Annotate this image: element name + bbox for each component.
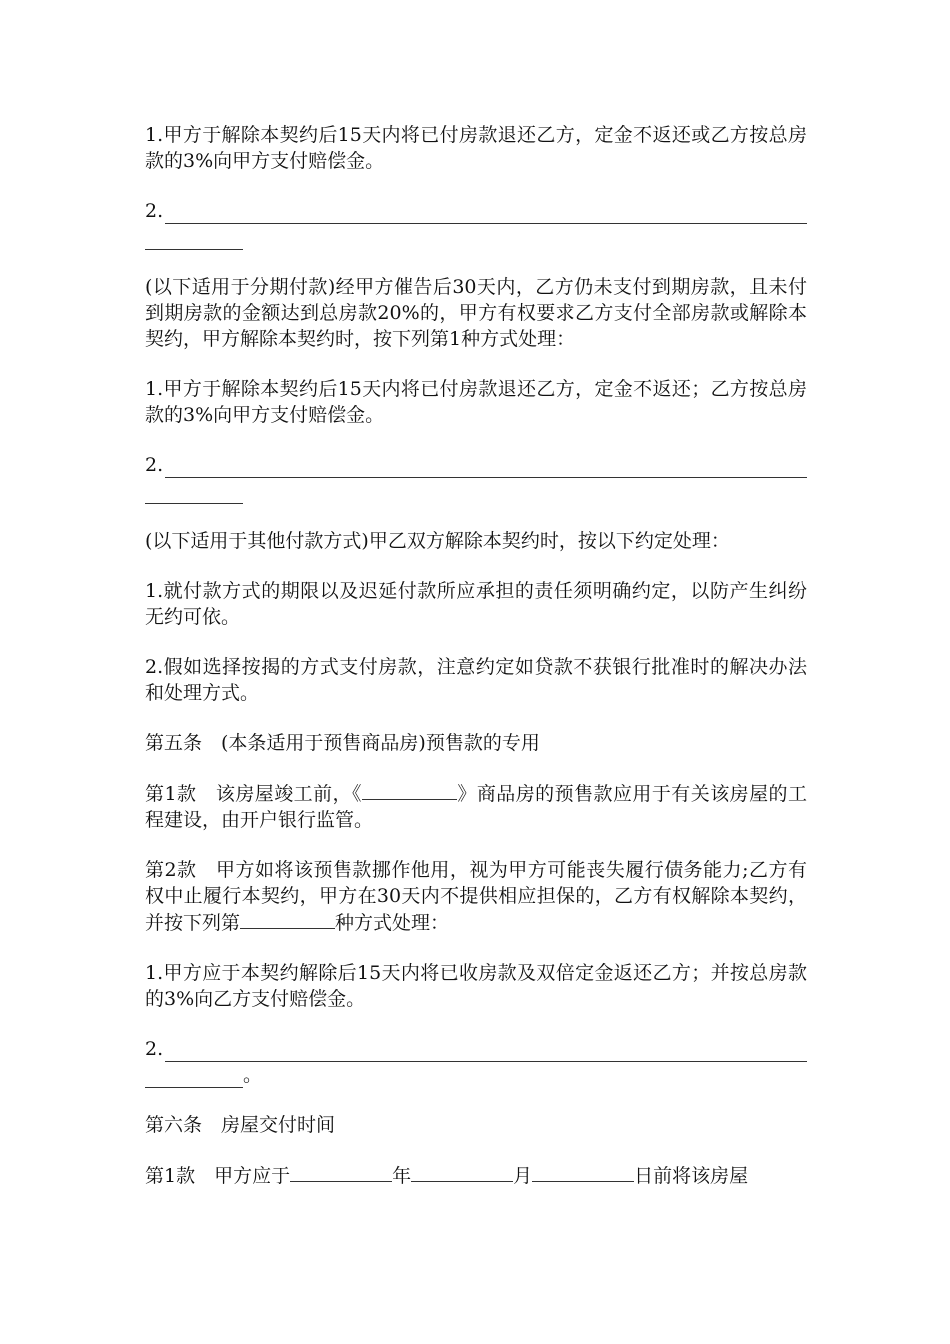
clause-installment: (以下适用于分期付款)经甲方催告后30天内，乙方仍未支付到期房款，且未付到期房款的金额达到总房款20%的，甲方有权要求乙方支付全部房款或解除本契约，甲方解除本契约时，按下列第1种方式处理： [145, 276, 807, 350]
clause-refund-3: 1.甲方应于本契约解除后15天内将已收房款及双倍定金返还乙方；并按总房款的3%向乙方支付赔偿金。 [145, 962, 807, 1010]
clause-refund-2: 1.甲方于解除本契约后15天内将已付房款退还乙方，定金不返还；乙方按总房款的3%向甲方支付赔偿金。 [145, 378, 807, 426]
fill-in-line [165, 459, 807, 478]
period: 。 [243, 1064, 263, 1086]
article-6-clause-1: 第1款 甲方应于 年 月 日前将该房屋 [145, 1162, 807, 1189]
fill-in-line [240, 909, 335, 929]
clause-note-1: 1.就付款方式的期限以及迟延付款所应承担的责任须明确约定，以防产生纠纷无约可依。 [145, 580, 807, 628]
fill-in-line [145, 231, 243, 250]
fill-in-line-day [532, 1162, 634, 1182]
blank-clause-2a [145, 198, 807, 250]
clause-number: 2. [145, 1038, 164, 1060]
fill-in-line [145, 1069, 243, 1088]
article-5-clause-2: 第2款 甲方如将该预售款挪作他用，视为甲方可能丧失履行债务能力;乙方有权中止履行本契约，甲方在30天内不提供相应担保的，乙方有权解除本契约，并按下列第 种方式处理： [145, 859, 807, 934]
fill-in-line [362, 780, 457, 800]
fill-in-line-month [411, 1162, 513, 1182]
document-page [145, 122, 807, 1213]
article-5-title: 第五条 (本条适用于预售商品房)预售款的专用 [145, 732, 540, 754]
article-6-title: 第六条 房屋交付时间 [145, 1114, 336, 1136]
clause-refund-1: 1.甲方于解除本契约后15天内将已付房款退还乙方，定金不返还或乙方按总房款的3%向甲方支付赔偿金。 [145, 124, 807, 172]
fill-in-line [145, 485, 243, 504]
article-5-clause-1: 第1款 该房屋竣工前，《 》商品房的预售款应用于有关该房屋的工程建设，由开户银行监管。 [145, 780, 807, 833]
clause-other-payment: (以下适用于其他付款方式)甲乙双方解除本契约时，按以下约定处理： [145, 530, 730, 552]
fill-in-line-year [290, 1162, 392, 1182]
clause-note-2: 2.假如选择按揭的方式支付房款，注意约定如贷款不获银行批准时的解决办法和处理方式。 [145, 656, 807, 704]
clause-number: 2. [145, 454, 164, 476]
blank-clause-2b [145, 452, 807, 504]
blank-clause-2c [145, 1036, 807, 1088]
fill-in-line [165, 205, 807, 224]
clause-number: 2. [145, 200, 164, 222]
fill-in-line [165, 1043, 807, 1062]
